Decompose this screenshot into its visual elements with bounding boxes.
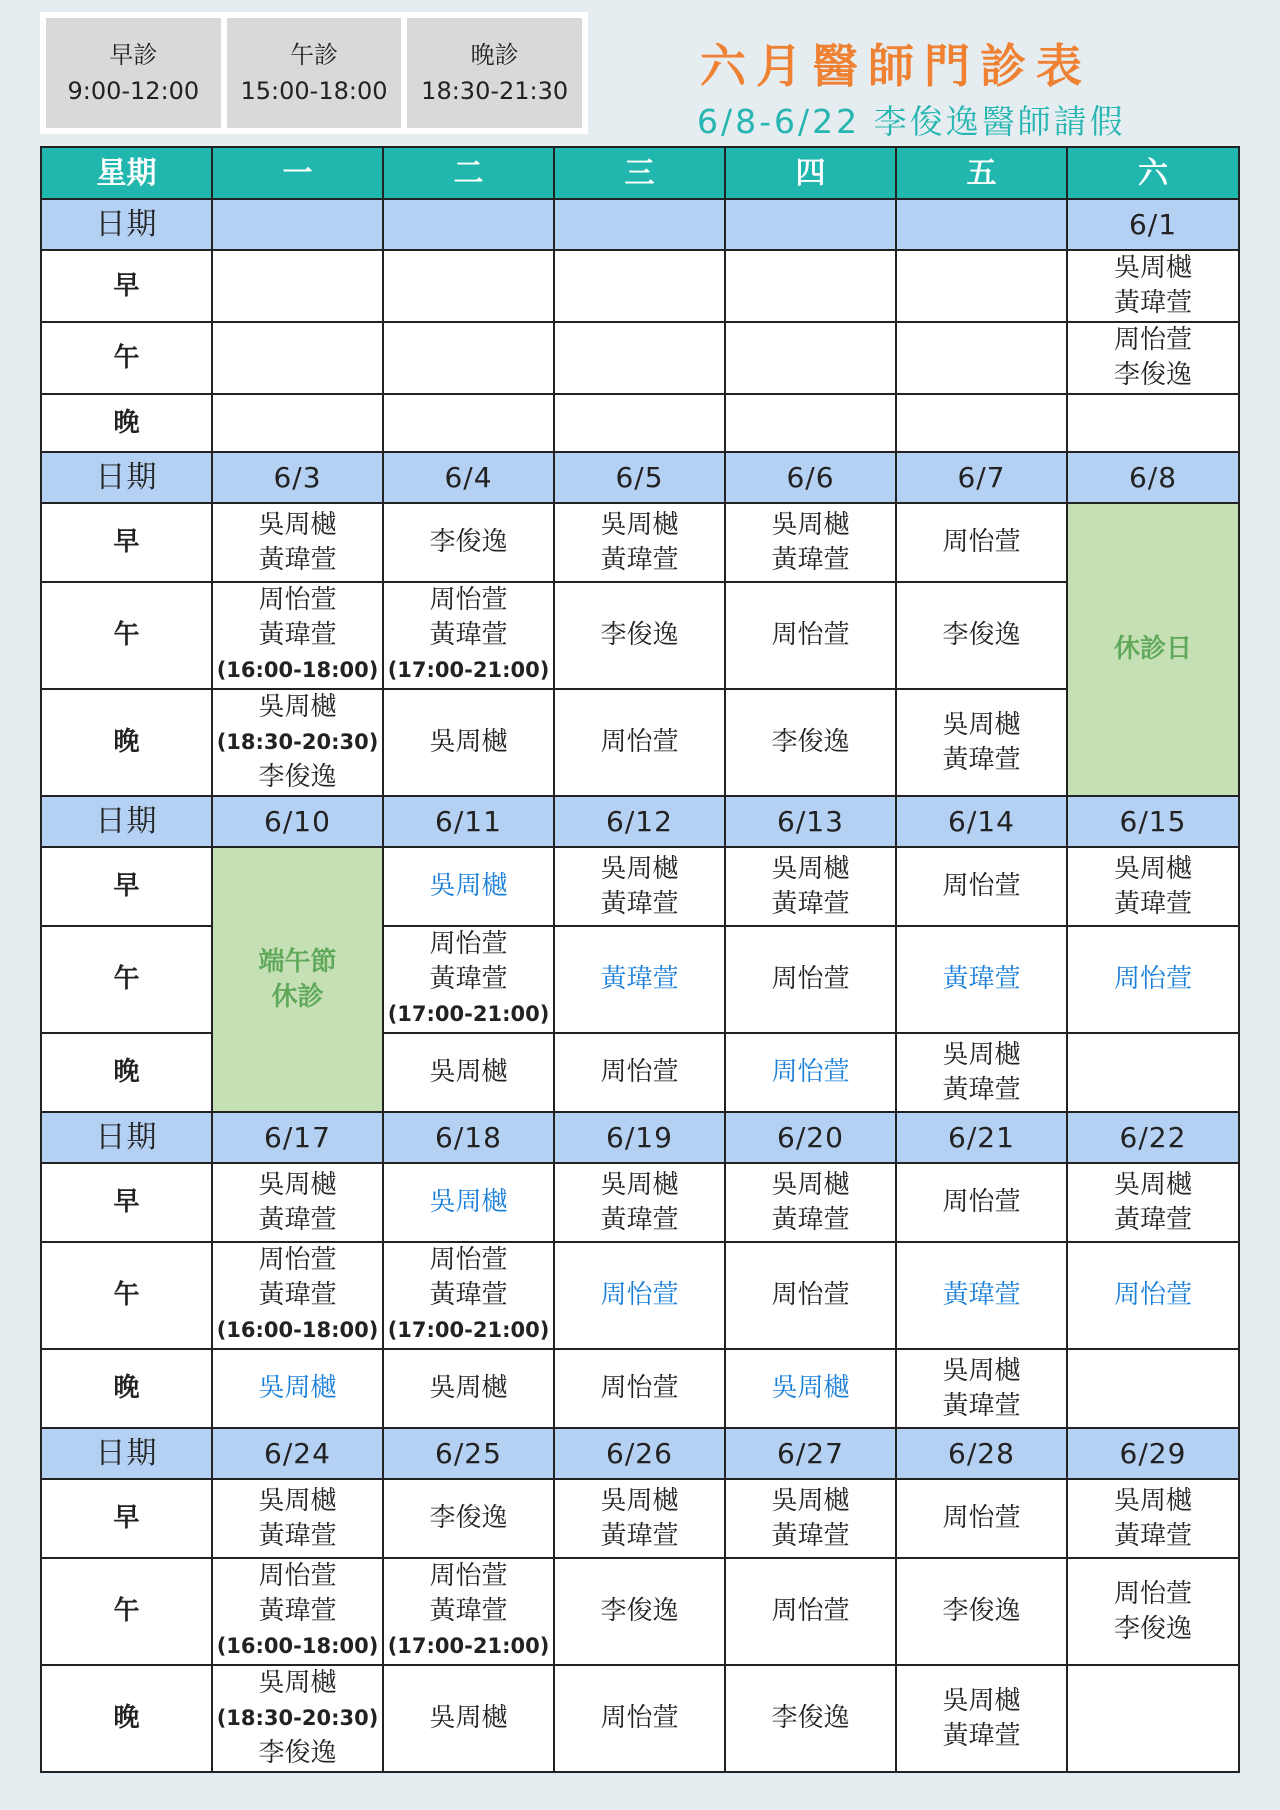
morning-label: 早 — [41, 1163, 212, 1242]
morning-row — [41, 1163, 1239, 1242]
date-cell: 6/25 — [383, 1428, 554, 1479]
hours-note: (17:00-21:00) — [387, 1318, 550, 1342]
evening-label: 晚 — [41, 689, 212, 796]
doctor-name: 黃瑋萱 — [771, 1204, 850, 1235]
date-cell: 6/20 — [725, 1112, 896, 1163]
doctor-name: 吳周樾 — [771, 1169, 850, 1200]
doctor-name: 黃瑋萱 — [258, 1596, 337, 1626]
afternoon-label: 午 — [41, 926, 212, 1033]
schedule-cell — [725, 582, 896, 689]
doctor-name: 黃瑋萱 — [771, 544, 850, 575]
date-cell: 6/3 — [212, 452, 383, 503]
schedule-cell — [896, 322, 1067, 394]
schedule-cell — [383, 689, 554, 796]
hours-note: (17:00-21:00) — [387, 1634, 550, 1658]
doctor-name: 吳周樾 — [258, 1169, 337, 1200]
schedule-cell — [896, 689, 1067, 796]
schedule-cell — [554, 322, 725, 394]
doctor-name: 吳周樾 — [258, 692, 337, 722]
hours-evening — [407, 18, 582, 128]
doctor-name: 李俊逸 — [258, 762, 337, 792]
schedule-cell — [896, 250, 1067, 322]
schedule-cell — [554, 1163, 725, 1242]
doctor-name: 黃瑋萱 — [600, 1520, 679, 1551]
evening-row — [41, 1665, 1239, 1772]
date-cell: 6/6 — [725, 452, 896, 503]
schedule-cell — [212, 1665, 383, 1772]
schedule-cell — [212, 1163, 383, 1242]
hours-evening-label: 晚診 — [470, 41, 519, 69]
doctor-name: 吳周樾 — [429, 727, 508, 757]
morning-row — [41, 250, 1239, 322]
closed-day-cell — [1067, 503, 1239, 796]
hours-evening-time: 18:30-21:30 — [421, 77, 569, 105]
schedule-cell — [383, 847, 554, 926]
doctor-name: 李俊逸 — [771, 727, 850, 757]
morning-row — [41, 847, 1239, 926]
schedule-cell — [1067, 1163, 1239, 1242]
schedule-cell — [554, 503, 725, 582]
schedule-cell — [1067, 1558, 1239, 1665]
hours-morning-label: 早診 — [109, 41, 158, 69]
doctor-name: 周怡萱 — [1113, 325, 1192, 355]
afternoon-row — [41, 582, 1239, 689]
morning-label: 早 — [41, 1479, 212, 1558]
date-cell — [896, 199, 1067, 250]
schedule-cell — [212, 689, 383, 796]
closed-day-text: 端午節 — [258, 946, 337, 977]
schedule-cell — [1067, 847, 1239, 926]
doctor-name: 吳周樾 — [429, 1703, 508, 1733]
schedule-cell — [212, 503, 383, 582]
schedule-cell — [1067, 1033, 1239, 1112]
schedule-cell — [896, 582, 1067, 689]
schedule-cell — [725, 689, 896, 796]
doctor-name: 黃瑋萱 — [258, 544, 337, 575]
doctor-name: 李俊逸 — [1113, 360, 1192, 390]
schedule-table — [40, 146, 1240, 1773]
doctor-name: 吳周樾 — [771, 509, 850, 540]
schedule-cell — [554, 689, 725, 796]
doctor-name: 吳周樾 — [1113, 853, 1192, 884]
doctor-name: 周怡萱 — [429, 929, 508, 959]
doctor-name: 黃瑋萱 — [429, 1280, 508, 1310]
schedule-cell — [896, 1558, 1067, 1665]
schedule-cell — [383, 1558, 554, 1665]
afternoon-row — [41, 322, 1239, 394]
doctor-name: 周怡萱 — [942, 871, 1021, 901]
hours-afternoon-label: 午診 — [290, 41, 338, 69]
doctor-name: 黃瑋萱 — [942, 744, 1021, 775]
doctor-name: 黃瑋萱 — [942, 1280, 1021, 1310]
evening-label: 晚 — [41, 1349, 212, 1428]
date-row — [41, 199, 1239, 250]
schedule-cell — [554, 1033, 725, 1112]
doctor-name: 周怡萱 — [258, 1245, 337, 1275]
date-cell: 6/12 — [554, 796, 725, 847]
doctor-name: 黃瑋萱 — [429, 620, 508, 650]
doctor-name: 吳周樾 — [258, 509, 337, 540]
schedule-cell — [212, 1558, 383, 1665]
doctor-name: 吳周樾 — [942, 1039, 1021, 1070]
date-row — [41, 452, 1239, 503]
schedule-cell — [212, 1349, 383, 1428]
doctor-name: 黃瑋萱 — [600, 888, 679, 919]
morning-row — [41, 1479, 1239, 1558]
doctor-name: 黃瑋萱 — [942, 964, 1021, 994]
doctor-name: 吳周樾 — [429, 1373, 508, 1403]
doctor-name: 吳周樾 — [429, 1187, 508, 1217]
doctor-name: 黃瑋萱 — [258, 1204, 337, 1235]
schedule-cell — [725, 250, 896, 322]
schedule-cell — [212, 250, 383, 322]
doctor-name: 黃瑋萱 — [429, 964, 508, 994]
schedule-cell — [554, 1665, 725, 1772]
header-mon: 一 — [212, 147, 383, 199]
afternoon-row — [41, 1558, 1239, 1665]
evening-row — [41, 1349, 1239, 1428]
schedule-cell — [383, 1163, 554, 1242]
schedule-cell — [212, 1479, 383, 1558]
doctor-name: 李俊逸 — [771, 1703, 850, 1733]
date-cell: 6/7 — [896, 452, 1067, 503]
doctor-name: 吳周樾 — [942, 709, 1021, 740]
schedule-cell — [725, 322, 896, 394]
morning-row — [41, 503, 1239, 582]
schedule-cell — [896, 1033, 1067, 1112]
date-label: 日期 — [41, 199, 212, 250]
doctor-name: 周怡萱 — [771, 964, 850, 994]
doctor-name: 李俊逸 — [1113, 1613, 1192, 1644]
hours-note: (18:30-20:30) — [216, 730, 379, 754]
doctor-name: 黃瑋萱 — [1113, 288, 1192, 318]
date-cell: 6/15 — [1067, 796, 1239, 847]
hours-note: (16:00-18:00) — [216, 1318, 379, 1342]
doctor-name: 吳周樾 — [771, 1485, 850, 1516]
afternoon-label: 午 — [41, 582, 212, 689]
schedule-cell — [212, 1242, 383, 1349]
schedule-cell — [1067, 1665, 1239, 1772]
doctor-name: 李俊逸 — [429, 1503, 508, 1533]
doctor-name: 吳周樾 — [258, 1485, 337, 1516]
schedule-cell — [725, 926, 896, 1033]
doctor-name: 李俊逸 — [429, 527, 508, 557]
date-cell: 6/26 — [554, 1428, 725, 1479]
header-thu: 四 — [725, 147, 896, 199]
schedule-cell — [383, 926, 554, 1033]
schedule-body — [41, 199, 1239, 1772]
hours-afternoon — [227, 18, 402, 128]
doctor-name: 吳周樾 — [258, 1668, 337, 1698]
hours-afternoon-time: 15:00-18:00 — [240, 77, 388, 105]
doctor-name: 黃瑋萱 — [258, 1520, 337, 1551]
schedule-cell — [554, 1558, 725, 1665]
doctor-name: 李俊逸 — [258, 1738, 337, 1768]
afternoon-label: 午 — [41, 1242, 212, 1349]
doctor-name: 吳周樾 — [600, 1485, 679, 1516]
schedule-cell — [383, 394, 554, 452]
page-title: 六月醫師門診表 — [700, 39, 1092, 93]
doctor-name: 周怡萱 — [771, 1057, 850, 1087]
doctor-name: 周怡萱 — [600, 1057, 679, 1087]
evening-row — [41, 689, 1239, 796]
doctor-name: 周怡萱 — [771, 620, 850, 650]
date-label: 日期 — [41, 452, 212, 503]
doctor-name: 吳周樾 — [1113, 253, 1192, 283]
doctor-name: 吳周樾 — [258, 1373, 337, 1403]
doctor-name: 吳周樾 — [1113, 1485, 1192, 1516]
schedule-cell — [725, 1665, 896, 1772]
header-tue: 二 — [383, 147, 554, 199]
schedule-cell — [896, 1242, 1067, 1349]
doctor-name: 周怡萱 — [429, 1561, 508, 1591]
doctor-name: 吳周樾 — [429, 871, 508, 901]
schedule-cell — [725, 394, 896, 452]
schedule-cell — [383, 250, 554, 322]
header-weekday-label: 星期 — [41, 147, 212, 199]
hours-note: (17:00-21:00) — [387, 1002, 550, 1026]
morning-label: 早 — [41, 503, 212, 582]
doctor-name: 李俊逸 — [600, 620, 679, 650]
doctor-name: 周怡萱 — [1113, 1280, 1192, 1310]
date-cell: 6/11 — [383, 796, 554, 847]
doctor-name: 周怡萱 — [942, 1503, 1021, 1533]
schedule-cell — [896, 503, 1067, 582]
schedule-cell — [554, 394, 725, 452]
doctor-name: 周怡萱 — [600, 1703, 679, 1733]
evening-label: 晚 — [41, 1665, 212, 1772]
schedule-cell — [1067, 1242, 1239, 1349]
morning-label: 早 — [41, 847, 212, 926]
closed-day-text: 休診 — [271, 981, 324, 1012]
date-label: 日期 — [41, 1428, 212, 1479]
doctor-name: 周怡萱 — [771, 1596, 850, 1626]
schedule-cell — [383, 1033, 554, 1112]
schedule-cell — [383, 503, 554, 582]
doctor-name: 周怡萱 — [1113, 1578, 1192, 1609]
doctor-name: 吳周樾 — [600, 509, 679, 540]
date-cell: 6/4 — [383, 452, 554, 503]
doctor-name: 黃瑋萱 — [600, 544, 679, 575]
hours-note: (16:00-18:00) — [216, 1634, 379, 1658]
doctor-name: 黃瑋萱 — [258, 1280, 337, 1310]
doctor-name: 黃瑋萱 — [942, 1074, 1021, 1105]
date-row — [41, 1112, 1239, 1163]
doctor-name: 黃瑋萱 — [600, 964, 679, 994]
doctor-name: 周怡萱 — [942, 1187, 1021, 1217]
leave-notice: 6/8-6/22 李俊逸醫師請假 — [697, 102, 1126, 141]
schedule-cell — [1067, 322, 1239, 394]
schedule-cell — [725, 847, 896, 926]
schedule-cell — [1067, 1349, 1239, 1428]
schedule-cell — [554, 926, 725, 1033]
schedule-cell — [383, 582, 554, 689]
schedule-cell — [554, 1242, 725, 1349]
date-cell: 6/28 — [896, 1428, 1067, 1479]
date-cell: 6/17 — [212, 1112, 383, 1163]
schedule-cell — [725, 1242, 896, 1349]
date-cell: 6/24 — [212, 1428, 383, 1479]
doctor-name: 黃瑋萱 — [429, 1596, 508, 1626]
doctor-name: 周怡萱 — [429, 585, 508, 615]
afternoon-row — [41, 1242, 1239, 1349]
schedule-cell — [383, 1349, 554, 1428]
doctor-name: 周怡萱 — [942, 527, 1021, 557]
doctor-name: 周怡萱 — [258, 1561, 337, 1591]
date-cell: 6/14 — [896, 796, 1067, 847]
hours-note: (17:00-21:00) — [387, 658, 550, 682]
schedule-cell — [896, 847, 1067, 926]
date-cell — [725, 199, 896, 250]
doctor-name: 黃瑋萱 — [600, 1204, 679, 1235]
doctor-name: 李俊逸 — [942, 620, 1021, 650]
doctor-name: 周怡萱 — [600, 727, 679, 757]
schedule-cell — [896, 394, 1067, 452]
doctor-name: 黃瑋萱 — [771, 888, 850, 919]
schedule-cell — [725, 1163, 896, 1242]
closed-day-cell — [212, 847, 383, 1112]
date-cell: 6/29 — [1067, 1428, 1239, 1479]
date-row — [41, 1428, 1239, 1479]
schedule-cell — [554, 1479, 725, 1558]
schedule-cell — [896, 1479, 1067, 1558]
doctor-name: 李俊逸 — [942, 1596, 1021, 1626]
schedule-cell — [725, 503, 896, 582]
date-cell: 6/13 — [725, 796, 896, 847]
date-label: 日期 — [41, 1112, 212, 1163]
doctor-name: 黃瑋萱 — [942, 1720, 1021, 1751]
doctor-name: 吳周樾 — [600, 853, 679, 884]
date-cell: 6/1 — [1067, 199, 1239, 250]
clinic-hours-panel — [40, 12, 588, 134]
schedule-cell — [383, 1479, 554, 1558]
doctor-name: 李俊逸 — [600, 1596, 679, 1626]
hours-morning-time: 9:00-12:00 — [67, 77, 200, 105]
schedule-cell — [725, 1033, 896, 1112]
schedule-cell — [1067, 926, 1239, 1033]
schedule-cell — [383, 322, 554, 394]
date-cell: 6/18 — [383, 1112, 554, 1163]
schedule-cell — [554, 582, 725, 689]
doctor-name: 黃瑋萱 — [258, 620, 337, 650]
date-cell: 6/5 — [554, 452, 725, 503]
doctor-name: 吳周樾 — [429, 1057, 508, 1087]
header-wed: 三 — [554, 147, 725, 199]
schedule-cell — [383, 1665, 554, 1772]
hours-note: (16:00-18:00) — [216, 658, 379, 682]
evening-label: 晚 — [41, 1033, 212, 1112]
date-cell — [554, 199, 725, 250]
schedule-cell — [212, 394, 383, 452]
schedule-cell — [896, 1665, 1067, 1772]
date-cell: 6/21 — [896, 1112, 1067, 1163]
doctor-name: 黃瑋萱 — [1113, 1204, 1192, 1235]
evening-label: 晚 — [41, 394, 212, 452]
schedule-cell — [725, 1479, 896, 1558]
schedule-cell — [554, 250, 725, 322]
date-cell: 6/19 — [554, 1112, 725, 1163]
schedule-cell — [896, 1163, 1067, 1242]
schedule-cell — [554, 847, 725, 926]
doctor-name: 周怡萱 — [429, 1245, 508, 1275]
date-row — [41, 796, 1239, 847]
doctor-name: 周怡萱 — [258, 585, 337, 615]
schedule-cell — [554, 1349, 725, 1428]
doctor-name: 吳周樾 — [771, 853, 850, 884]
doctor-name: 周怡萱 — [771, 1280, 850, 1310]
hours-morning — [46, 18, 221, 128]
date-cell: 6/8 — [1067, 452, 1239, 503]
date-cell — [383, 199, 554, 250]
schedule-cell — [212, 582, 383, 689]
doctor-name: 周怡萱 — [1113, 964, 1192, 994]
afternoon-label: 午 — [41, 1558, 212, 1665]
doctor-name: 黃瑋萱 — [771, 1520, 850, 1551]
doctor-name: 吳周樾 — [942, 1685, 1021, 1716]
schedule-cell — [1067, 394, 1239, 452]
date-cell: 6/10 — [212, 796, 383, 847]
evening-row — [41, 394, 1239, 452]
schedule-cell — [725, 1558, 896, 1665]
doctor-name: 黃瑋萱 — [1113, 1520, 1192, 1551]
schedule-cell — [896, 1349, 1067, 1428]
doctor-name: 吳周樾 — [771, 1373, 850, 1403]
doctor-name: 黃瑋萱 — [942, 1390, 1021, 1421]
schedule-cell — [212, 322, 383, 394]
schedule-cell — [896, 926, 1067, 1033]
header-sat: 六 — [1067, 147, 1239, 199]
doctor-name: 吳周樾 — [942, 1355, 1021, 1386]
date-cell: 6/22 — [1067, 1112, 1239, 1163]
doctor-name: 吳周樾 — [600, 1169, 679, 1200]
closed-day-text: 休診日 — [1113, 634, 1192, 664]
afternoon-label: 午 — [41, 322, 212, 394]
doctor-name: 周怡萱 — [600, 1280, 679, 1310]
hours-note: (18:30-20:30) — [216, 1706, 379, 1730]
schedule-cell — [383, 1242, 554, 1349]
date-cell — [212, 199, 383, 250]
doctor-name: 周怡萱 — [600, 1373, 679, 1403]
date-cell: 6/27 — [725, 1428, 896, 1479]
date-label: 日期 — [41, 796, 212, 847]
header-fri: 五 — [896, 147, 1067, 199]
schedule-cell — [1067, 250, 1239, 322]
weekday-header-row — [41, 147, 1239, 199]
doctor-name: 黃瑋萱 — [1113, 888, 1192, 919]
morning-label: 早 — [41, 250, 212, 322]
schedule-cell — [1067, 1479, 1239, 1558]
doctor-name: 吳周樾 — [1113, 1169, 1192, 1200]
schedule-cell — [725, 1349, 896, 1428]
